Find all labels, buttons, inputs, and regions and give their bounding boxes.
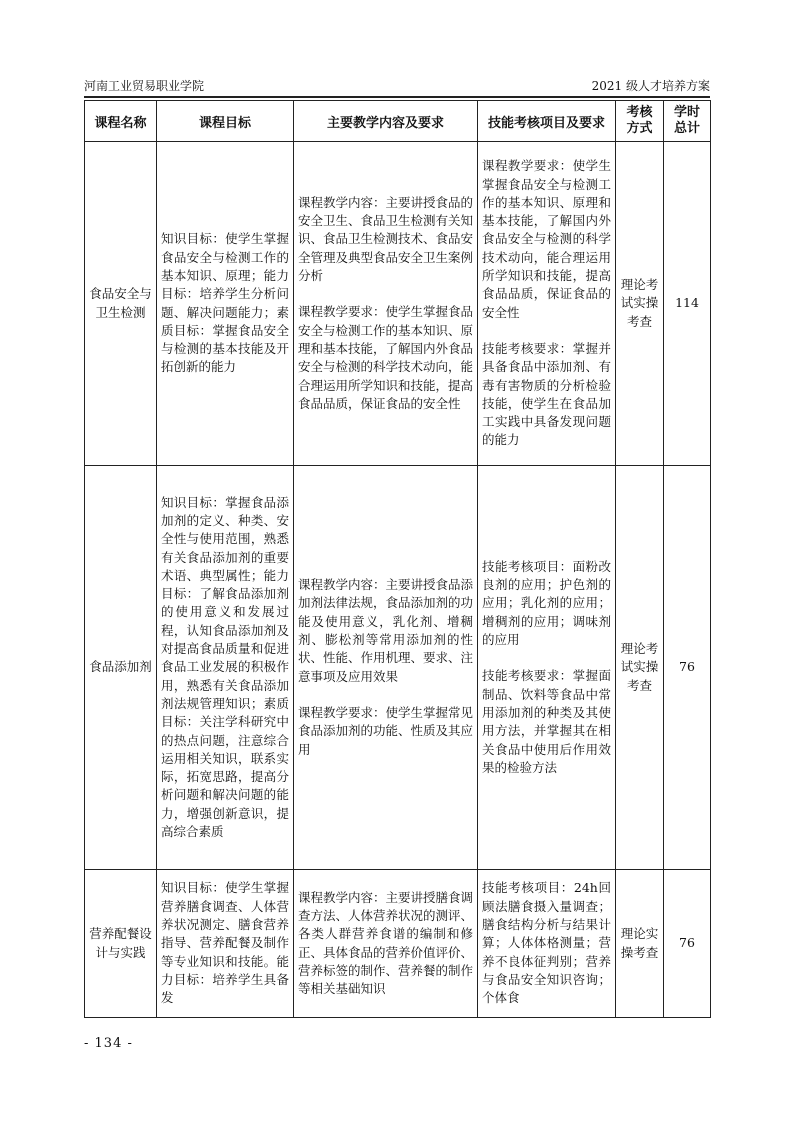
- total-hours: 76: [664, 466, 711, 870]
- course-table: [84, 100, 711, 1018]
- course-name: 食品添加剂: [85, 466, 157, 870]
- assessment-method: 理论考试实操考查: [616, 142, 664, 466]
- plan-title: 2021 级人才培养方案: [591, 79, 710, 93]
- col-header-skill: 技能考核项目及要求: [478, 101, 616, 142]
- course-skill: 技能考核项目：24h回顾法膳食摄入量调查；膳食结构分析与结果计算；人体体格测量；营养不良体征判别；营养与食品安全知识咨询；个体食: [478, 870, 616, 1018]
- page-header: [84, 78, 710, 94]
- course-skill: 技能考核项目：面粉改良剂的应用；护色剂的应用；乳化剂的应用；增稠剂的应用；调味剂的应用 技能考核要求：掌握面制品、饮料等食品中常用添加剂的种类及其使用方法，并掌握其在相关食品中使用后作用效果的检验方法: [478, 466, 616, 870]
- col-header-method: 考核 方式: [616, 101, 664, 142]
- course-goal: 知识目标：使学生掌握营养膳食调查、人体营养状况测定、膳食营养指导、营养配餐及制作等专业知识和技能。能力目标：培养学生具备发: [157, 870, 294, 1018]
- page-number: - 134 -: [84, 1036, 133, 1051]
- assessment-method: 理论实操考查: [616, 870, 664, 1018]
- course-goal: 知识目标：使学生掌握食品安全与检测工作的基本知识、原理；能力目标：培养学生分析问题、解决问题能力；素质目标：掌握食品安全与检测的基本技能及开拓创新的能力: [157, 142, 294, 466]
- col-header-name: 课程名称: [85, 101, 157, 142]
- table-row: [85, 870, 711, 1018]
- col-header-hours: 学时 总计: [664, 101, 711, 142]
- course-content: 课程教学内容：主要讲授食品添加剂法律法规，食品添加剂的功能及使用意义，乳化剂、增稠剂、膨松剂等常用添加剂的性状、性能、作用机理、要求、注意事项及应用效果 课程教学要求：使学生掌握常见食品添加剂的功能、性质及其应用: [294, 466, 478, 870]
- course-content: 课程教学内容：主要讲授食品的安全卫生、食品卫生检测有关知识、食品卫生检测技术、食品安全管理及典型食品安全卫生案例分析 课程教学要求：使学生掌握食品安全与检测工作的基本知识、原理和基本技能，了解国内外食品安全与检测的科学技术动向，能合理运用所学知识和技能，提高食品品质，保证食品的安全性: [294, 142, 478, 466]
- course-skill: 课程教学要求：使学生掌握食品安全与检测工作的基本知识、原理和基本技能，了解国内外食品安全与检测的科学技术动向，能合理运用所学知识和技能，提高食品品质，保证食品的安全性 技能考核要求：掌握并具备食品中添加剂、有毒有害物质的分析检验技能，使学生在食品加工实践中具备发现问题的能力: [478, 142, 616, 466]
- col-header-content: 主要教学内容及要求: [294, 101, 478, 142]
- table-row: [85, 142, 711, 466]
- course-name: 营养配餐设计与实践: [85, 870, 157, 1018]
- total-hours: 114: [664, 142, 711, 466]
- header-rule: [84, 96, 710, 98]
- course-goal: 知识目标：掌握食品添加剂的定义、种类、安全性与使用范围，熟悉有关食品添加剂的重要术语、典型属性；能力目标：了解食品添加剂的使用意义和发展过程，认知食品添加剂及对提高食品质量和促进食品工业发展的积极作用，熟悉有关食品添加剂法规管理知识；素质目标：关注学科研究中的热点问题，注意综合运用相关知识，联系实际，拓宽思路，提高分析问题和解决问题的能力，增强创新意识，提高综合素质: [157, 466, 294, 870]
- course-content: 课程教学内容：主要讲授膳食调查方法、人体营养状况的测评、各类人群营养食谱的编制和修正、具体食品的营养价值评价、营养标签的制作、营养餐的制作等相关基础知识: [294, 870, 478, 1018]
- school-name: 河南工业贸易职业学院: [84, 79, 205, 93]
- course-name: 食品安全与卫生检测: [85, 142, 157, 466]
- total-hours: 76: [664, 870, 711, 1018]
- table-header-row: [85, 101, 711, 142]
- col-header-goal: 课程目标: [157, 101, 294, 142]
- assessment-method: 理论考试实操考查: [616, 466, 664, 870]
- table-row: [85, 466, 711, 870]
